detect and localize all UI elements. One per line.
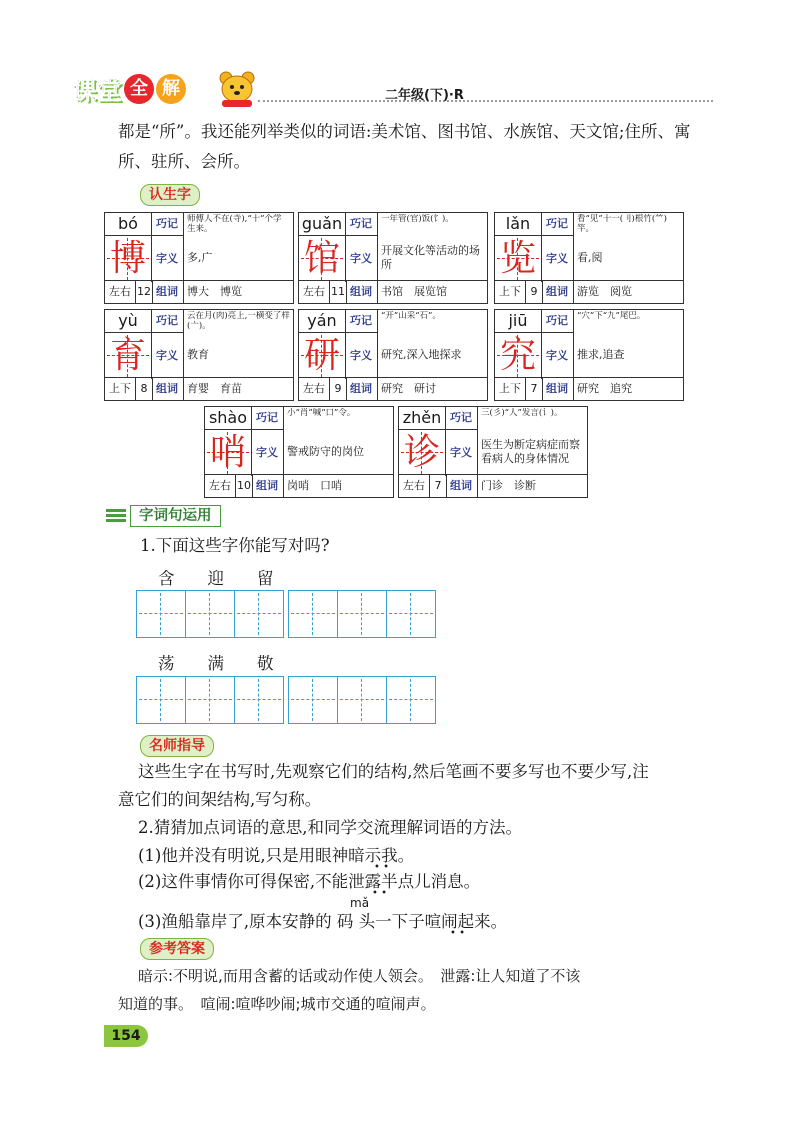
brand-char: 堂 [97,76,123,105]
card-memory-tip: 一年管(官)饭(饣)。 [381,214,454,224]
card-structure: 上下 [109,382,131,395]
answer-line: 知道的事。 喧闹:喧哗吵闹;城市交通的喧闹声。 [118,995,436,1013]
card-label-zuci: 组词 [345,378,378,400]
character-card [298,212,488,304]
card-memory-tip: “穴”下“九”尾巴。 [577,311,646,321]
writing-grid-group [136,590,284,638]
card-stroke-count: 9 [525,281,543,303]
card-label-qiaoji: 巧记 [541,213,574,235]
brand-logo [72,72,186,106]
card-memory-tip: 云在月(肉)亮上,一横变了样(亠)。 [187,311,290,331]
card-character: 览 [499,238,536,279]
section-title: 字词句运用 [130,505,221,527]
card-character: 诊 [403,432,440,473]
card-structure: 上下 [499,285,521,298]
card-bottom-row [105,377,293,400]
writing-cell[interactable] [137,591,186,637]
card-label-ziyi: 字义 [251,429,284,476]
card-memory-tip: 小“肖”喊“口”令。 [287,408,356,418]
card-stroke-count: 7 [429,475,447,497]
writing-cell[interactable] [387,677,435,723]
card-stroke-count: 11 [329,281,347,303]
card-meaning: 教育 [187,348,209,361]
card-label-qiaoji: 巧记 [541,310,574,332]
card-label-zuci: 组词 [251,475,284,497]
card-bottom-row [205,474,393,497]
writing-cell[interactable] [387,591,435,637]
card-structure: 上下 [499,382,521,395]
bear-mascot-icon [216,70,260,108]
teacher-guidance-label: 名师指导 [140,735,214,757]
card-pinyin: shào [205,407,252,429]
card-stroke-count: 9 [329,378,347,400]
card-pinyin: zhěn [399,407,446,429]
card-character-box [299,235,346,282]
writing-grid [136,590,436,638]
brand-char: 解 [156,74,186,104]
character-card [104,212,294,304]
card-words: 岗哨 口哨 [287,479,342,492]
card-label-zuci: 组词 [151,378,184,400]
card-stroke-count: 8 [135,378,153,400]
writing-cell[interactable] [137,677,186,723]
card-pinyin: guǎn [299,213,346,235]
card-character-box [399,429,446,476]
card-stroke-count: 12 [135,281,153,303]
card-label-ziyi: 字义 [445,429,478,476]
character-card [398,406,588,498]
card-character-box [495,235,542,282]
card-structure: 左右 [109,285,131,298]
writing-cell[interactable] [235,677,283,723]
character-card [104,309,294,401]
card-character-box [495,332,542,379]
card-character-box [105,332,152,379]
card-character: 馆 [303,238,340,279]
card-character: 哨 [209,432,246,473]
card-words: 育婴 育苗 [187,382,242,395]
teacher-guidance-line: 这些生字在书写时,先观察它们的结构,然后笔画不要多写也不要少写,注 [138,762,649,781]
writing-cell[interactable] [186,591,235,637]
card-label-ziyi: 字义 [345,332,378,379]
card-structure: 左右 [303,382,325,395]
card-character-box [105,235,152,282]
question-2-sentence: (1)他并没有明说,只是用眼神暗示我。 [138,846,415,865]
card-structure: 左右 [403,479,425,492]
writing-grid-group [136,676,284,724]
card-words: 研究 追究 [577,382,632,395]
card-label-qiaoji: 巧记 [345,213,378,235]
card-meaning: 多,广 [187,251,213,264]
question-2-sentence: (2)这件事情你可得保密,不能泄露半点儿消息。 [138,872,481,891]
card-structure: 左右 [303,285,325,298]
card-label-zuci: 组词 [541,378,574,400]
character-card [298,309,488,401]
recognize-characters-label: 认生字 [140,184,200,206]
writing-cell[interactable] [338,677,387,723]
card-memory-tip: 三(彡)“人”发言(讠)。 [481,408,563,418]
writing-grid-group [288,590,436,638]
card-label-qiaoji: 巧记 [151,213,184,235]
card-bottom-row [299,280,487,303]
answer-line: 暗示:不明说,而用含蓄的话或动作使人领会。 泄露:让人知道了不该 [138,967,581,985]
card-structure: 左右 [209,479,231,492]
reference-answer-label: 参考答案 [140,938,214,960]
card-character-box [205,429,252,476]
emphasis-dots: • • [372,888,387,899]
section-marks-icon [106,509,126,523]
card-label-ziyi: 字义 [541,235,574,282]
card-label-qiaoji: 巧记 [445,407,478,429]
card-label-ziyi: 字义 [345,235,378,282]
card-meaning: 警戒防守的岗位 [287,445,364,458]
card-stroke-count: 10 [235,475,253,497]
card-bottom-row [495,280,683,303]
card-label-qiaoji: 巧记 [345,310,378,332]
card-pinyin: yù [105,310,152,332]
card-character: 研 [303,335,340,376]
card-memory-tip: “开”山采“石”。 [381,311,441,321]
card-label-ziyi: 字义 [151,332,184,379]
intro-line: 都是“所”。我还能列举类似的词语:美术馆、图书馆、水族馆、天文馆;住所、寓 [118,122,691,141]
teacher-guidance-line: 意它们的间架结构,写匀称。 [118,790,322,809]
card-character: 博 [109,238,146,279]
card-meaning: 研究,深入地探求 [381,348,462,361]
card-label-qiaoji: 巧记 [251,407,284,429]
writing-cell[interactable] [338,591,387,637]
question-1-row2-chars: 荡 满 敬 [158,654,274,673]
writing-grid [136,676,436,724]
brand-char: 全 [124,74,154,104]
card-pinyin: yán [299,310,346,332]
emphasis-dots: • • [374,862,389,873]
emphasis-dots: • • [450,928,465,939]
card-pinyin: bó [105,213,152,235]
question-2-prompt: 2.猜猜加点词语的意思,和同学交流理解词语的方法。 [138,818,522,837]
writing-cell[interactable] [186,677,235,723]
card-pinyin: jiū [495,310,542,332]
card-words: 游览 阅览 [577,285,632,298]
card-meaning: 看,阅 [577,251,603,264]
writing-cell[interactable] [289,591,338,637]
question-2-sentence: (3)渔船靠岸了,原本安静的 码 头一下子喧闹起来。 [138,912,508,931]
card-label-qiaoji: 巧记 [151,310,184,332]
character-card [204,406,394,498]
page-number: 154 [104,1025,148,1047]
writing-cell[interactable] [289,677,338,723]
card-meaning: 开展文化等活动的场所 [381,244,480,271]
card-bottom-row [495,377,683,400]
pinyin-ma: mǎ [350,896,370,910]
grade-label: 二年级(下)·R [385,88,464,103]
card-bottom-row [299,377,487,400]
card-character: 育 [109,335,146,376]
card-label-zuci: 组词 [151,281,184,303]
character-card [494,309,684,401]
character-card [494,212,684,304]
card-character-box [299,332,346,379]
card-words: 博大 博览 [187,285,242,298]
card-label-zuci: 组词 [541,281,574,303]
card-words: 研究 研讨 [381,382,436,395]
card-memory-tip: 师傅人不在(寺),“十”个学生来。 [187,214,282,234]
card-label-ziyi: 字义 [541,332,574,379]
card-words: 门诊 诊断 [481,479,536,492]
card-meaning: 推求,追查 [577,348,625,361]
card-words: 书馆 展览馆 [381,285,447,298]
card-label-zuci: 组词 [445,475,478,497]
card-pinyin: lǎn [495,213,542,235]
writing-grid-group [288,676,436,724]
card-stroke-count: 7 [525,378,543,400]
question-1-prompt: 1.下面这些字你能写对吗? [140,536,330,555]
question-1-row1-chars: 含 迎 留 [158,569,274,588]
header-divider [258,100,713,102]
card-character: 究 [499,335,536,376]
section-header [106,505,221,527]
writing-cell[interactable] [235,591,283,637]
card-bottom-row [105,280,293,303]
card-label-ziyi: 字义 [151,235,184,282]
brand-char: 课 [72,76,98,105]
intro-line: 所、驻所、会所。 [118,152,250,171]
card-memory-tip: 看“见”十一(刂)根竹(⺮)竿。 [577,214,667,234]
card-bottom-row [399,474,587,497]
card-label-zuci: 组词 [345,281,378,303]
card-meaning: 医生为断定病症而察看病人的身体情况 [481,438,580,465]
